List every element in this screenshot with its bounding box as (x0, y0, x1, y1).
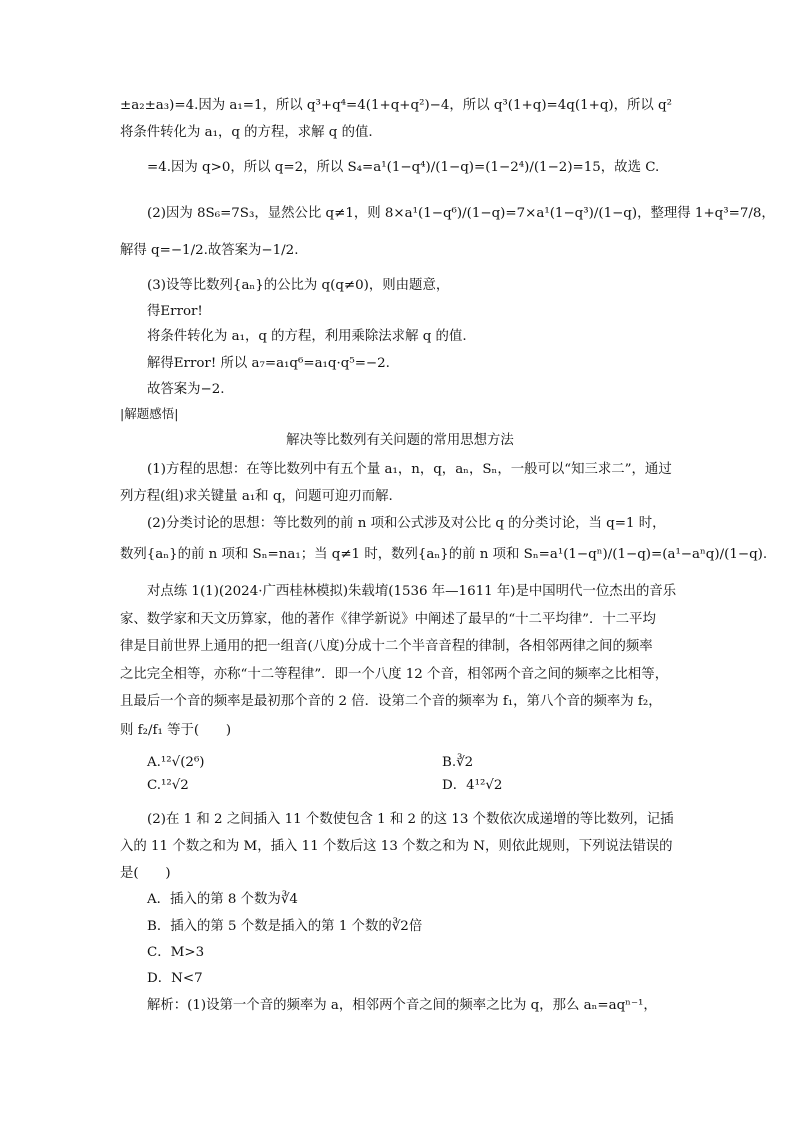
text-line-22: 入的 11 个数之和为 M，插入 11 个数后这 13 个数之和为 N，则依此规则，下列说法错误的 (120, 839, 673, 854)
section-tag: |解题感悟| (120, 406, 179, 421)
text-line-23: 是( ) (120, 866, 171, 881)
section-heading: 解决等比数列有关问题的常用思想方法 (286, 433, 514, 448)
text-line-5: 解得 q=−1/2.故答案为−1/2. (120, 243, 299, 258)
text-line-20: 则 f₂/f₁ 等于( ) (120, 723, 232, 738)
text-line-12: 列方程(组)求关键量 a₁和 q，问题可迎刃而解. (120, 489, 393, 504)
choice-c: C．M>3 (147, 945, 205, 960)
option-c: C.¹²√2 (147, 778, 189, 793)
text-line-7: 得Error! (147, 304, 203, 319)
text-line-4: (2)因为 8S₆=7S₃，显然公比 q≠1，则 8×a¹(1−q⁶)/(1−q)=7×a¹(1−q³)/(1−q)，整理得 1+q³=7/8， (147, 206, 775, 221)
text-line-17: 律是目前世界上通用的把一组音(八度)分成十二个半音音程的律制，各相邻两律之间的频率 (120, 639, 653, 654)
text-line-8: 将条件转化为 a₁，q 的方程，利用乘除法求解 q 的值. (147, 329, 467, 344)
text-line-11: (1)方程的思想：在等比数列中有五个量 a₁，n，q，aₙ，Sₙ，一般可以“知三求二”，通过 (147, 462, 672, 477)
text-line-13: (2)分类讨论的思想：等比数列的前 n 项和公式涉及对公比 q 的分类讨论，当 q=1 时， (147, 516, 666, 531)
text-line-15: 对点练 1(1)(2024·广西桂林模拟)朱载堉(1536 年—1611 年)是中国明代一位杰出的音乐 (147, 584, 677, 599)
choice-b: B．插入的第 5 个数是插入的第 1 个数的∛2倍 (147, 919, 423, 934)
text-line-6: (3)设等比数列{aₙ}的公比为 q(q≠0)，则由题意， (147, 278, 450, 293)
text-line-10: 故答案为−2. (147, 382, 225, 397)
option-b: B.∛2 (442, 755, 474, 770)
text-line-9: 解得Error! 所以 a₇=a₁q⁶=a₁q·q⁵=−2. (147, 356, 390, 371)
choice-d: D．N<7 (147, 971, 203, 986)
text-line-16: 家、数学家和天文历算家，他的著作《律学新说》中阐述了最早的“十二平均律”．十二平均 (120, 612, 656, 627)
text-line-21: (2)在 1 和 2 之间插入 11 个数使包含 1 和 2 的这 13 个数依次成递增的等比数列，记插 (147, 812, 674, 827)
option-d: D．4¹²√2 (442, 778, 503, 793)
text-line-24: 解析：(1)设第一个音的频率为 a，相邻两个音之间的频率之比为 q，那么 aₙ=aqⁿ⁻¹， (147, 998, 657, 1013)
text-line-3: =4.因为 q>0，所以 q=2，所以 S₄=a¹(1−q⁴)/(1−q)=(1−2⁴)/(1−2)=15，故选 C. (147, 160, 660, 175)
text-line-19: 且最后一个音的频率是最初那个音的 2 倍．设第二个音的频率为 f₁，第八个音的频率为 f₂， (120, 694, 662, 709)
text-line-18: 之比完全相等，亦称“十二等程律”．即一个八度 12 个音，相邻两个音之间的频率之比相等， (120, 667, 669, 682)
text-line-1: ±a₂±a₃)=4.因为 a₁=1，所以 q³+q⁴=4(1+q+q²)−4，所以 q³(1+q)=4q(1+q)，所以 q² (120, 98, 672, 113)
choice-a: A．插入的第 8 个数为∛4 (147, 892, 298, 907)
text-line-14: 数列{aₙ}的前 n 项和 Sₙ=na₁；当 q≠1 时，数列{aₙ}的前 n 项和 Sₙ=a¹(1−qⁿ)/(1−q)=(a¹−aⁿq)/(1−q). (120, 547, 768, 562)
text-line-2: 将条件转化为 a₁，q 的方程，求解 q 的值. (120, 125, 373, 140)
option-a: A.¹²√(2⁶) (147, 755, 205, 770)
